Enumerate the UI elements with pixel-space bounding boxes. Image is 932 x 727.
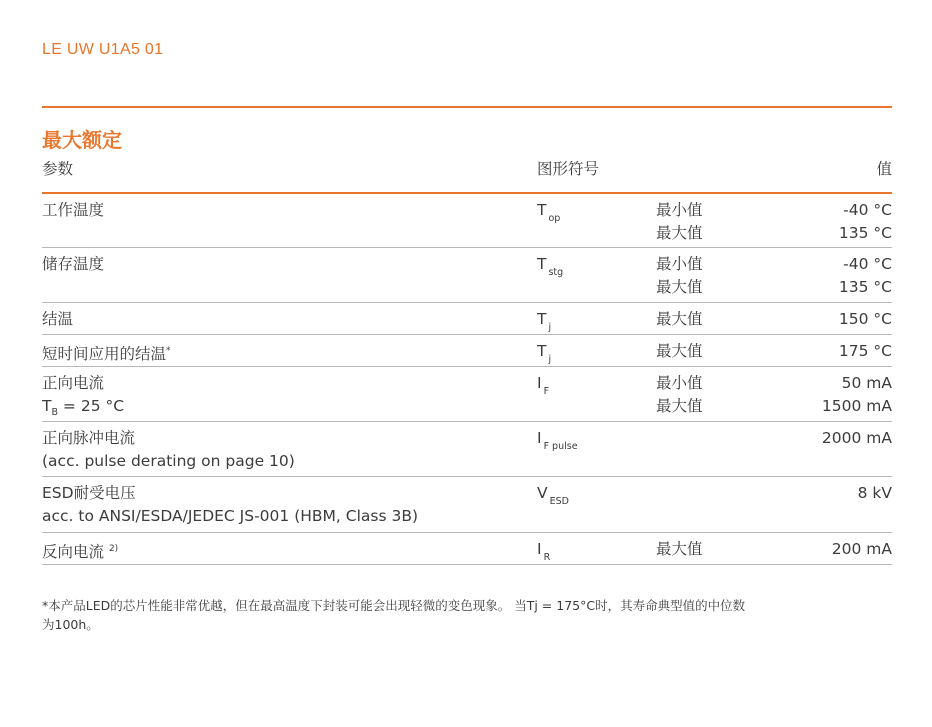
param-note: acc. to ANSI/ESDA/JEDEC JS-001 (HBM, Class 3B) (42, 507, 419, 525)
section-title: 最大额定 (42, 128, 122, 152)
header-divider (42, 106, 892, 108)
rating-value: 175 °C (838, 342, 892, 360)
limit-kind: 最小值 (656, 374, 703, 392)
rating-value: -40 °C (843, 255, 892, 273)
param-name: 正向电流 (42, 374, 105, 392)
param-name: 储存温度 (42, 255, 105, 273)
param-name: 反向电流 $^{2)}$ (42, 543, 119, 562)
limit-kind: 最大值 (656, 224, 703, 242)
rating-value: 50 mA (841, 374, 892, 392)
document-id: LE UW U1A5 01 (42, 41, 164, 58)
rating-value: 2000 mA (821, 429, 892, 447)
table-row (42, 248, 892, 303)
table-row (42, 533, 892, 565)
param-name: 结温 (42, 310, 74, 328)
symbol: T $_j$ (537, 342, 552, 365)
footnote-line: *本产品LED的芯片性能非常优越，但在最高温度下封装可能会出现轻微的变色现象。 当Tj = 175°C时，其寿命典型值的中位数 (42, 598, 746, 613)
param-name: ESD耐受电压 (42, 484, 136, 502)
table-row (42, 335, 892, 367)
header-value: 值 (876, 160, 892, 178)
limit-kind: 最大值 (656, 540, 703, 558)
limit-kind: 最大值 (656, 342, 703, 360)
table-header (42, 157, 892, 193)
ratings-table (42, 194, 892, 565)
header-param: 参数 (42, 160, 74, 178)
table-row (42, 477, 892, 533)
footnote (42, 596, 892, 634)
param-name: 工作温度 (42, 201, 105, 219)
rating-value: 135 °C (838, 278, 892, 296)
symbol: I $_F$ (537, 374, 550, 397)
table-row (42, 303, 892, 335)
param-condition: $T_B = 25$ °C (42, 397, 125, 418)
rating-value: 150 °C (838, 310, 892, 328)
symbol: T $_{op}$ (537, 201, 561, 224)
rating-value: 8 kV (857, 484, 892, 502)
symbol: V $_{ESD}$ (537, 484, 569, 507)
param-name: 短时间应用的结温* (42, 345, 171, 364)
footnote-line: 为100h。 (42, 617, 99, 632)
limit-kind: 最小值 (656, 255, 703, 273)
rating-value: 200 mA (831, 540, 892, 558)
rating-value: 1500 mA (821, 397, 892, 415)
limit-kind: 最大值 (656, 278, 703, 296)
symbol: I $_{F pulse}$ (537, 429, 578, 452)
limit-kind: 最大值 (656, 397, 703, 415)
header-symbol: 图形符号 (537, 160, 600, 178)
symbol: T $_{stg}$ (537, 255, 564, 278)
limit-kind: 最大值 (656, 310, 703, 328)
symbol: I $_R$ (537, 540, 551, 563)
param-note: (acc. pulse derating on page 10) (42, 452, 295, 470)
limit-kind: 最小值 (656, 201, 703, 219)
param-name: 正向脉冲电流 (42, 429, 136, 447)
table-row (42, 194, 892, 248)
table-row (42, 422, 892, 477)
table-row (42, 367, 892, 422)
rating-value: -40 °C (843, 201, 892, 219)
rating-value: 135 °C (838, 224, 892, 242)
symbol: T $_j$ (537, 310, 552, 333)
